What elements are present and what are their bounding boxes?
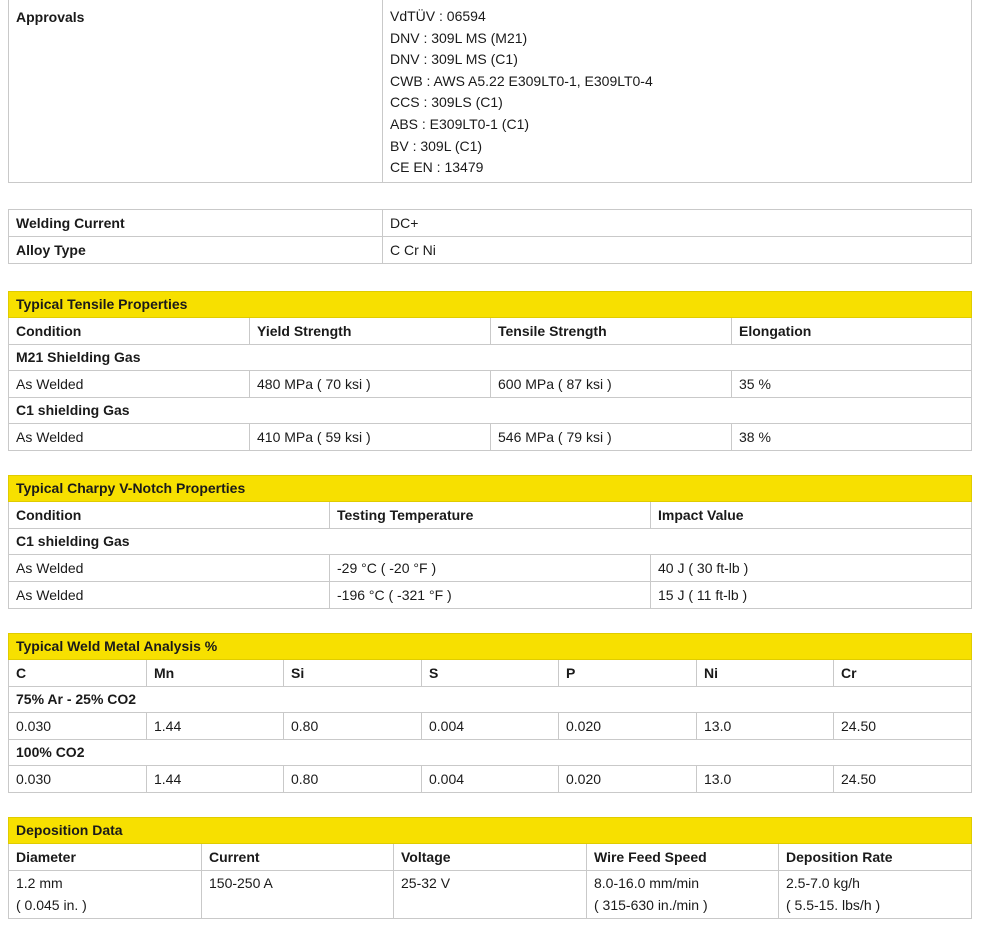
column-header: Tensile Strength bbox=[491, 318, 732, 345]
group-label: C1 shielding Gas bbox=[9, 398, 972, 424]
cell-line: 25-32 V bbox=[401, 875, 451, 891]
table-cell: 0.030 bbox=[9, 766, 147, 793]
table-cell: -196 °C ( -321 °F ) bbox=[330, 582, 651, 609]
group-label: 100% CO2 bbox=[9, 740, 972, 766]
column-header: S bbox=[422, 660, 559, 687]
column-header: P bbox=[559, 660, 697, 687]
column-header: Mn bbox=[147, 660, 284, 687]
table-cell: 15 J ( 11 ft-lb ) bbox=[651, 582, 972, 609]
column-header: Ni bbox=[697, 660, 834, 687]
table-cell: As Welded bbox=[9, 424, 250, 451]
column-header: Si bbox=[284, 660, 422, 687]
table-cell: 0.030 bbox=[9, 713, 147, 740]
cell-line: 1.2 mm bbox=[16, 875, 63, 891]
alloy-type-label: Alloy Type bbox=[9, 237, 383, 264]
approval-item: DNV : 309L MS (C1) bbox=[390, 51, 518, 68]
approval-item: DNV : 309L MS (M21) bbox=[390, 29, 528, 46]
table-cell: 480 MPa ( 70 ksi ) bbox=[250, 371, 491, 398]
table-cell: 35 % bbox=[732, 371, 972, 398]
cell-line: 150-250 A bbox=[209, 875, 273, 891]
column-header: Current bbox=[202, 844, 394, 871]
charpy-table bbox=[8, 475, 972, 609]
table-cell: 0.80 bbox=[284, 766, 422, 793]
cell-line: ( 5.5-15. lbs/h ) bbox=[786, 896, 881, 913]
table-cell: 13.0 bbox=[697, 766, 834, 793]
analysis-table bbox=[8, 633, 972, 793]
cell-line: 8.0-16.0 mm/min bbox=[594, 875, 700, 891]
table-cell: 410 MPa ( 59 ksi ) bbox=[250, 424, 491, 451]
wire-feed-speed-cell bbox=[587, 871, 779, 919]
column-header: Diameter bbox=[9, 844, 202, 871]
column-header: Elongation bbox=[732, 318, 972, 345]
approval-item: CCS : 309LS (C1) bbox=[390, 94, 503, 111]
table-cell: 546 MPa ( 79 ksi ) bbox=[491, 424, 732, 451]
column-header: C bbox=[9, 660, 147, 687]
deposition-title: Deposition Data bbox=[9, 818, 972, 844]
cell-line: 2.5-7.0 kg/h bbox=[786, 875, 860, 891]
charpy-title: Typical Charpy V-Notch Properties bbox=[9, 476, 972, 502]
tensile-table bbox=[8, 291, 972, 451]
approval-item: VdTÜV : 06594 bbox=[390, 8, 486, 24]
table-cell: As Welded bbox=[9, 371, 250, 398]
approval-item: CWB : AWS A5.22 E309LT0-1, E309LT0-4 bbox=[390, 72, 653, 89]
group-label: 75% Ar - 25% CO2 bbox=[9, 687, 972, 713]
table-cell: 13.0 bbox=[697, 713, 834, 740]
group-label: C1 shielding Gas bbox=[9, 529, 972, 555]
table-cell: 0.020 bbox=[559, 766, 697, 793]
table-cell: 1.44 bbox=[147, 713, 284, 740]
welding-current-label: Welding Current bbox=[9, 210, 383, 237]
column-header: Cr bbox=[834, 660, 972, 687]
approval-item: BV : 309L (C1) bbox=[390, 137, 483, 154]
column-header: Impact Value bbox=[651, 502, 972, 529]
table-cell: As Welded bbox=[9, 582, 330, 609]
general-table bbox=[8, 209, 972, 264]
voltage-cell bbox=[394, 871, 587, 919]
column-header: Yield Strength bbox=[250, 318, 491, 345]
column-header: Condition bbox=[9, 502, 330, 529]
table-cell: 0.004 bbox=[422, 766, 559, 793]
table-cell: -29 °C ( -20 °F ) bbox=[330, 555, 651, 582]
column-header: Testing Temperature bbox=[330, 502, 651, 529]
table-cell: 0.80 bbox=[284, 713, 422, 740]
table-cell: 38 % bbox=[732, 424, 972, 451]
table-cell: 600 MPa ( 87 ksi ) bbox=[491, 371, 732, 398]
current-cell bbox=[202, 871, 394, 919]
welding-current-value: DC+ bbox=[383, 210, 972, 237]
deposition-table bbox=[8, 817, 972, 919]
table-cell: 0.004 bbox=[422, 713, 559, 740]
approval-item: CE EN : 13479 bbox=[390, 159, 484, 176]
table-cell: 1.44 bbox=[147, 766, 284, 793]
column-header: Voltage bbox=[394, 844, 587, 871]
column-header: Deposition Rate bbox=[779, 844, 972, 871]
table-cell: As Welded bbox=[9, 555, 330, 582]
approvals-values bbox=[383, 0, 972, 183]
approvals-table bbox=[8, 0, 972, 183]
alloy-type-value: C Cr Ni bbox=[383, 237, 972, 264]
table-cell: 0.020 bbox=[559, 713, 697, 740]
approval-item: ABS : E309LT0-1 (C1) bbox=[390, 115, 530, 132]
group-label: M21 Shielding Gas bbox=[9, 345, 972, 371]
cell-line: ( 0.045 in. ) bbox=[16, 896, 87, 913]
diameter-cell bbox=[9, 871, 202, 919]
deposition-rate-cell bbox=[779, 871, 972, 919]
tensile-title: Typical Tensile Properties bbox=[9, 292, 972, 318]
table-cell: 24.50 bbox=[834, 713, 972, 740]
cell-line: ( 315-630 in./min ) bbox=[594, 896, 708, 913]
table-cell: 40 J ( 30 ft-lb ) bbox=[651, 555, 972, 582]
approvals-label: Approvals bbox=[9, 0, 383, 183]
column-header: Wire Feed Speed bbox=[587, 844, 779, 871]
table-cell: 24.50 bbox=[834, 766, 972, 793]
analysis-title: Typical Weld Metal Analysis % bbox=[9, 634, 972, 660]
column-header: Condition bbox=[9, 318, 250, 345]
